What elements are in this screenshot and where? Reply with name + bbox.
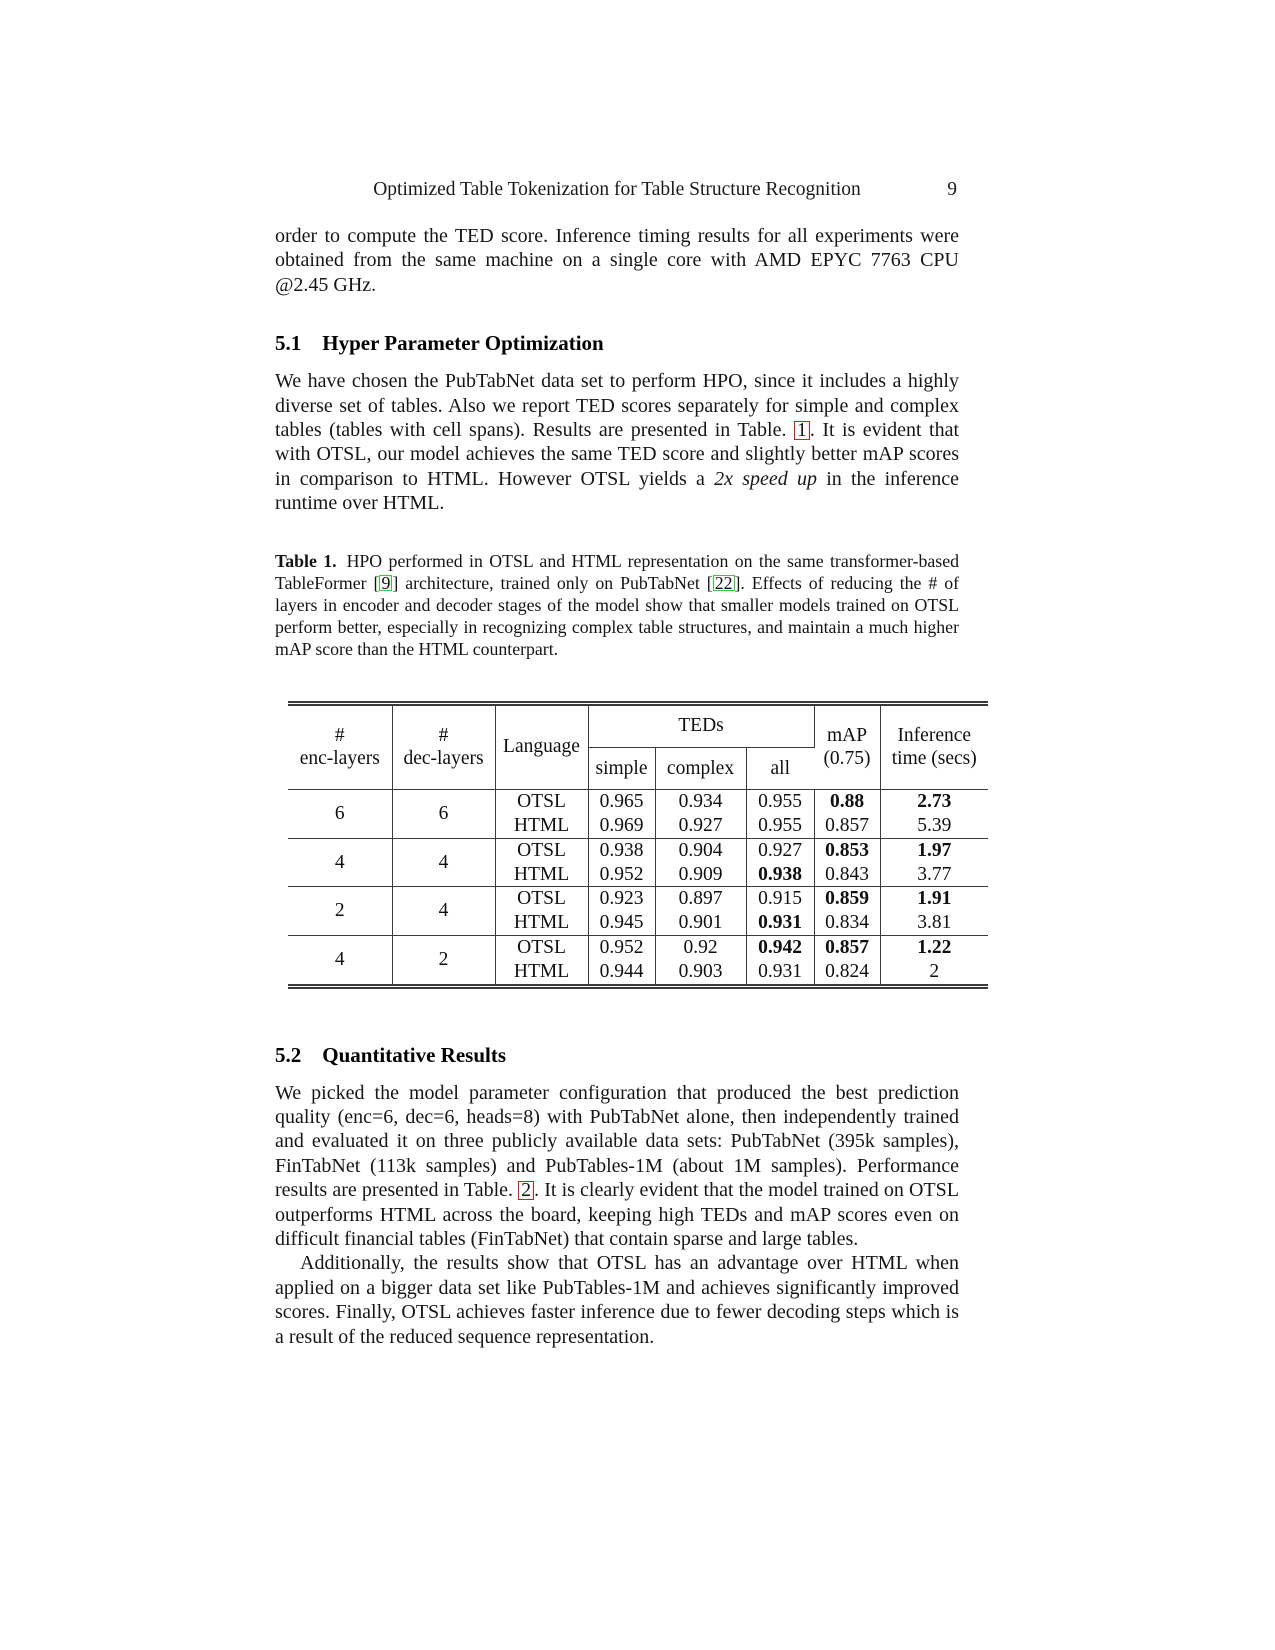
cell-map: 0.857	[814, 935, 880, 959]
paragraph-5-1-text-b: . It is evident that with OTSL, our model achieves the same TED score and slightly better mAP scores in comparison to HTML. However OTSL yields a	[275, 419, 959, 490]
section-5-2-number: 5.2	[275, 1042, 302, 1067]
page-number: 9	[947, 179, 957, 200]
cell-time: 1.22	[880, 935, 988, 959]
paragraph-intro	[275, 224, 959, 297]
cell-dec: 4	[392, 838, 495, 887]
section-5-1-heading	[275, 331, 959, 356]
header-teds-all: all	[746, 748, 814, 790]
cell-language: HTML	[495, 911, 588, 935]
cell-simple: 0.938	[588, 838, 655, 862]
cell-complex: 0.92	[655, 935, 746, 959]
citation-close-bracket: ]	[734, 572, 741, 593]
paragraph-5-2-text-a: We picked the model parameter configuration that produced the best prediction quality (enc=6, dec=6, heads=8) with PubTabNet alone, then independently trained and evaluated it on three publicly available data sets: PubTabNet (395k samples), FinTabNet (113k samples) and PubTables-1M (about 1M samples). Performance results are presented in Table.	[275, 1081, 959, 1202]
section-5-1-number: 5.1	[275, 331, 302, 356]
table-row	[288, 838, 988, 862]
paragraph-5-1-italic: 2x speed up	[714, 467, 817, 490]
cell-language: OTSL	[495, 935, 588, 959]
cell-language: HTML	[495, 814, 588, 838]
header-dec-layers: # dec-layers	[392, 706, 495, 790]
cell-language: HTML	[495, 863, 588, 887]
cell-enc: 4	[288, 935, 392, 983]
header-teds: TEDs	[588, 706, 814, 748]
cell-map: 0.843	[814, 863, 880, 887]
cell-time: 3.77	[917, 863, 952, 885]
results-table-wrapper	[288, 701, 988, 989]
table-row	[288, 790, 988, 814]
citation-22-link[interactable]: 22	[714, 572, 733, 593]
cell-all: 0.915	[746, 887, 814, 911]
cell-enc: 6	[288, 790, 392, 839]
cell-simple: 0.952	[588, 935, 655, 959]
table-row	[288, 935, 988, 959]
cell-time: 1.97	[880, 838, 988, 862]
cell-all: 0.955	[746, 790, 814, 814]
cell-all: 0.942	[746, 935, 814, 959]
table-2-reference-link[interactable]: 2	[518, 1181, 534, 1200]
running-head-title: Optimized Table Tokenization for Table Structure Recognition	[373, 179, 861, 200]
cell-complex: 0.903	[655, 960, 746, 984]
paragraph-5-1-text-c: in the inference runtime over HTML.	[275, 467, 960, 515]
header-teds-simple: simple	[588, 748, 655, 790]
header-language: Language	[495, 706, 588, 790]
header-enc-layers: # enc-layers	[288, 706, 392, 790]
cell-language: OTSL	[495, 887, 588, 911]
cell-complex: 0.909	[655, 863, 746, 887]
paragraph-5-2-text-b: . It is clearly evident that the model trained on OTSL outperforms HTML across the board, keeping high TEDs and mAP scores even on difficult financial tables (FinTabNet) that contain sparse and large tables.	[275, 1179, 959, 1250]
cell-simple: 0.952	[588, 863, 655, 887]
paragraph-5-2-first	[275, 1081, 959, 1252]
header-teds-complex: complex	[655, 748, 746, 790]
cell-all: 0.927	[746, 838, 814, 862]
citation-open-bracket: [	[373, 572, 380, 593]
cell-dec: 2	[392, 935, 495, 983]
cell-all: 0.931	[746, 960, 814, 984]
table-1-caption-label: Table 1.	[275, 550, 337, 571]
cell-map: 0.88	[814, 790, 880, 814]
cell-complex: 0.934	[655, 790, 746, 814]
citation-close-bracket: ]	[392, 572, 399, 593]
citation-open-bracket: [	[706, 572, 713, 593]
table-row	[288, 887, 988, 911]
cell-map: 0.853	[814, 838, 880, 862]
cell-time: 2	[929, 960, 940, 982]
cell-map: 0.859	[814, 887, 880, 911]
paragraph-5-1-text-a: We have chosen the PubTabNet data set to perform HPO, since it includes a highly diverse set of tables. Also we report TED scores separately for simple and complex tables (tables with cell spans). Results are presented in Table.	[275, 370, 959, 442]
header-inference-time: Inference time (secs)	[880, 706, 988, 790]
cell-simple: 0.969	[588, 814, 655, 838]
cell-language: HTML	[495, 960, 588, 984]
cell-dec: 6	[392, 790, 495, 839]
paragraph-5-1	[275, 369, 959, 515]
cell-language: OTSL	[495, 838, 588, 862]
table-1-caption-text-c: . Effects of reducing the # of layers in encoder and decoder stages of the model show that smaller models trained on OTSL perform better, especially in recognizing complex table structures, and maintain a much higher mAP score than the HTML counterpart.	[275, 572, 960, 659]
cell-time: 5.39	[917, 814, 952, 836]
cell-complex: 0.927	[655, 814, 746, 838]
cell-enc: 2	[288, 887, 392, 936]
section-5-2-title: Quantitative Results	[322, 1042, 506, 1067]
section-5-2-heading	[275, 1043, 959, 1068]
table-1-caption-text-b: architecture, trained only on PubTabNet	[398, 572, 707, 593]
cell-simple: 0.944	[588, 960, 655, 984]
text-column	[275, 178, 977, 1349]
cell-time: 2.73	[917, 791, 952, 813]
paragraph-5-2-second	[275, 1251, 959, 1349]
cell-time: 1.91	[880, 887, 988, 911]
cell-complex: 0.901	[655, 911, 746, 935]
header-map: mAP (0.75)	[814, 706, 880, 790]
cell-complex: 0.897	[655, 887, 746, 911]
paragraph-intro-text: order to compute the TED score. Inference timing results for all experiments were obtained from the same machine on a single core with AMD EPYC 7763 CPU @2.45 GHz.	[275, 225, 959, 296]
cell-complex: 0.904	[655, 838, 746, 862]
table-1-caption	[275, 550, 959, 660]
cell-language: OTSL	[495, 790, 588, 814]
section-5-1-title: Hyper Parameter Optimization	[322, 331, 604, 356]
cell-simple: 0.945	[588, 911, 655, 935]
cell-simple: 0.965	[588, 790, 655, 814]
citation-9-link[interactable]: 9	[381, 572, 391, 593]
cell-dec: 4	[392, 887, 495, 936]
table-1-caption-text-a: HPO performed in OTSL and HTML representation on the same transformer-based TableFormer	[275, 550, 959, 593]
cell-simple: 0.923	[588, 887, 655, 911]
cell-map: 0.834	[814, 911, 880, 935]
cell-map: 0.824	[814, 960, 880, 984]
cell-time: 3.81	[917, 912, 952, 934]
cell-enc: 4	[288, 838, 392, 887]
running-head	[275, 178, 959, 202]
cell-all: 0.955	[746, 814, 814, 838]
paragraph-5-2-second-text: Additionally, the results show that OTSL has an advantage over HTML when applied on a bigger data set like PubTables-1M and achieves significantly improved scores. Finally, OTSL achieves faster inference due to fewer decoding steps which is a result of the reduced sequence representation.	[275, 1252, 959, 1348]
cell-all: 0.938	[746, 863, 814, 887]
table-1-reference-link[interactable]: 1	[794, 421, 810, 440]
results-table	[288, 706, 988, 984]
cell-map: 0.857	[814, 814, 880, 838]
cell-all: 0.931	[746, 911, 814, 935]
